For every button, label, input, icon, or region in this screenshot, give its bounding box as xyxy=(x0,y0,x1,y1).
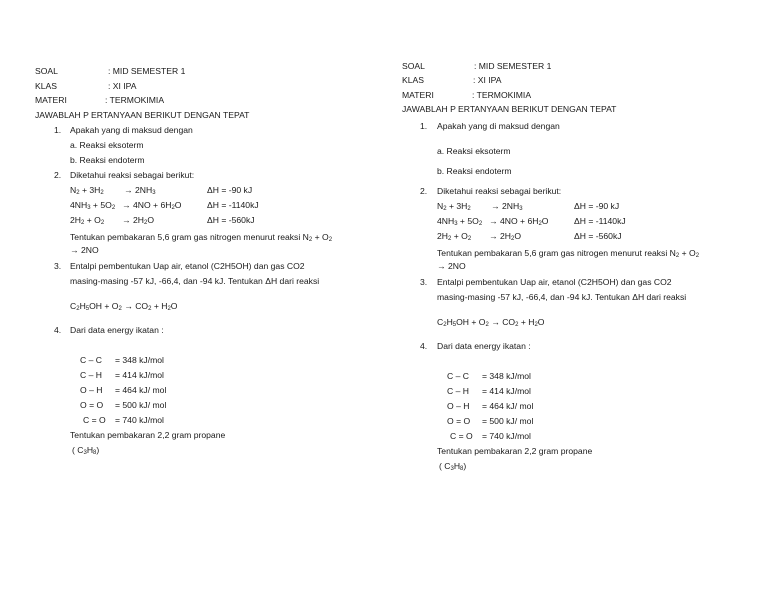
q4-text: Dari data energy ikatan : xyxy=(437,341,531,351)
q3-line2: masing-masing -57 kJ, -66,4, dan -94 kJ. Tentukan ΔH dari reaksi xyxy=(437,292,687,302)
bond-3-value: = 464 kJ/ mol xyxy=(115,385,167,395)
reaction-3-lhs: $2H_2 + O_2$ xyxy=(437,231,472,242)
reaction-3-dh: ΔH = -560kJ xyxy=(574,231,622,241)
q2-text: Diketahui reaksi sebagai berikut: xyxy=(437,186,562,196)
q4-task: Tentukan pembakaran 2,2 gram propane xyxy=(70,430,226,440)
bond-1-value: = 348 kJ/mol xyxy=(115,355,164,365)
bond-3-value: = 464 kJ/ mol xyxy=(482,401,534,411)
reaction-1-rhs: → $2NH_3$ xyxy=(124,185,156,196)
instruction: JAWABLAH P ERTANYAAN BERIKUT DENGAN TEPAT xyxy=(402,104,617,114)
bond-4-name: O = O xyxy=(80,400,104,410)
q3-line1: Entalpi pembentukan Uap air, etanol (C2H5OH) dan gas CO2 xyxy=(437,277,672,287)
reaction-3-dh: ΔH = -560kJ xyxy=(207,215,255,225)
q3-number: 3. xyxy=(420,277,428,287)
reaction-3-lhs: $2H_2 + O_2$ xyxy=(70,215,105,226)
soal-value: : MID SEMESTER 1 xyxy=(108,66,186,76)
reaction-2-lhs: $4NH_3 + 5O_2$ xyxy=(437,216,483,227)
materi-label: MATERI xyxy=(402,90,434,100)
materi-label: MATERI xyxy=(35,95,67,105)
q2-number: 2. xyxy=(420,186,428,196)
klas-label: KLAS xyxy=(402,75,424,85)
materi-value: : TERMOKIMIA xyxy=(472,90,532,100)
reaction-1-rhs: → $2NH_3$ xyxy=(491,201,523,212)
klas-value: : XI IPA xyxy=(108,81,137,91)
bond-3-name: O – H xyxy=(80,385,103,395)
reaction-2-rhs: → $4NO + 6H_2O$ xyxy=(122,200,182,211)
q3-equation: $C_2H_5OH + O_2 \to CO_2 + H_2O$ xyxy=(70,301,178,312)
q4-task: Tentukan pembakaran 2,2 gram propane xyxy=(437,446,593,456)
exam-sheet-right xyxy=(384,0,768,594)
reaction-3-rhs: → $2H_2O$ xyxy=(122,215,154,226)
reaction-2-rhs: → $4NO + 6H_2O$ xyxy=(489,216,549,227)
bond-1-name: C – C xyxy=(447,371,469,381)
q2-task: Tentukan pembakaran 5,6 gram gas nitrogen menurut reaksi $N_2 + O_2$ xyxy=(437,248,700,259)
q4-number: 4. xyxy=(420,341,428,351)
reaction-1-dh: ΔH = -90 kJ xyxy=(207,185,253,195)
reaction-3-rhs: → $2H_2O$ xyxy=(489,231,521,242)
bond-3-name: O – H xyxy=(447,401,470,411)
q3-line2: masing-masing -57 kJ, -66,4, dan -94 kJ. Tentukan ΔH dari reaksi xyxy=(70,276,320,286)
instruction: JAWABLAH P ERTANYAAN BERIKUT DENGAN TEPAT xyxy=(35,110,250,120)
q1-option-b: b. Reaksi endoterm xyxy=(70,155,145,165)
q1-number: 1. xyxy=(54,125,62,135)
bond-1-value: = 348 kJ/mol xyxy=(482,371,531,381)
q2-text: Diketahui reaksi sebagai berikut: xyxy=(70,170,195,180)
bond-2-name: C – H xyxy=(80,370,102,380)
bond-5-name: C = O xyxy=(83,415,106,425)
bond-5-name: C = O xyxy=(450,431,473,441)
soal-value: : MID SEMESTER 1 xyxy=(474,61,552,71)
q3-line1: Entalpi pembentukan Uap air, etanol (C2H5OH) dan gas CO2 xyxy=(70,261,305,271)
reaction-2-dh: ΔH = -1140kJ xyxy=(207,200,259,210)
reaction-1-dh: ΔH = -90 kJ xyxy=(574,201,620,211)
q2-task: Tentukan pembakaran 5,6 gram gas nitrogen menurut reaksi $N_2 + O_2$ xyxy=(70,232,333,243)
reaction-1-lhs: $N_2 + 3H_2$ xyxy=(437,201,471,212)
materi-value: : TERMOKIMIA xyxy=(105,95,165,105)
q1-text: Apakah yang di maksud dengan xyxy=(70,125,193,135)
q1-option-a: a. Reaksi eksoterm xyxy=(437,146,511,156)
bond-4-name: O = O xyxy=(447,416,471,426)
q4-text: Dari data energy ikatan : xyxy=(70,325,164,335)
soal-label: SOAL xyxy=(35,66,58,76)
bond-5-value: = 740 kJ/mol xyxy=(482,431,531,441)
q3-number: 3. xyxy=(54,261,62,271)
soal-label: SOAL xyxy=(402,61,425,71)
bond-2-value: = 414 kJ/mol xyxy=(482,386,531,396)
reaction-1-lhs: $N_2 + 3H_2$ xyxy=(70,185,104,196)
bond-4-value: = 500 kJ/ mol xyxy=(115,400,167,410)
klas-value: : XI IPA xyxy=(473,75,502,85)
q1-text: Apakah yang di maksud dengan xyxy=(437,121,560,131)
q4-number: 4. xyxy=(54,325,62,335)
q2-number: 2. xyxy=(54,170,62,180)
q1-option-a: a. Reaksi eksoterm xyxy=(70,140,144,150)
q4-formula: ( $C_3H_8$) xyxy=(72,445,100,456)
bond-2-name: C – H xyxy=(447,386,469,396)
reaction-2-lhs: $4NH_3 + 5O_2$ xyxy=(70,200,116,211)
bond-1-name: C – C xyxy=(80,355,102,365)
q1-number: 1. xyxy=(420,121,428,131)
q3-equation: $C_2H_5OH + O_2 \to CO_2 + H_2O$ xyxy=(437,317,545,328)
bond-5-value: = 740 kJ/mol xyxy=(115,415,164,425)
q4-formula: ( $C_3H_8$) xyxy=(439,461,467,472)
klas-label: KLAS xyxy=(35,81,57,91)
q1-option-b: b. Reaksi endoterm xyxy=(437,166,512,176)
q2-task-cont: → 2NO xyxy=(70,245,99,255)
q2-task-cont: → 2NO xyxy=(437,261,466,271)
reaction-2-dh: ΔH = -1140kJ xyxy=(574,216,626,226)
bond-2-value: = 414 kJ/mol xyxy=(115,370,164,380)
bond-4-value: = 500 kJ/ mol xyxy=(482,416,534,426)
